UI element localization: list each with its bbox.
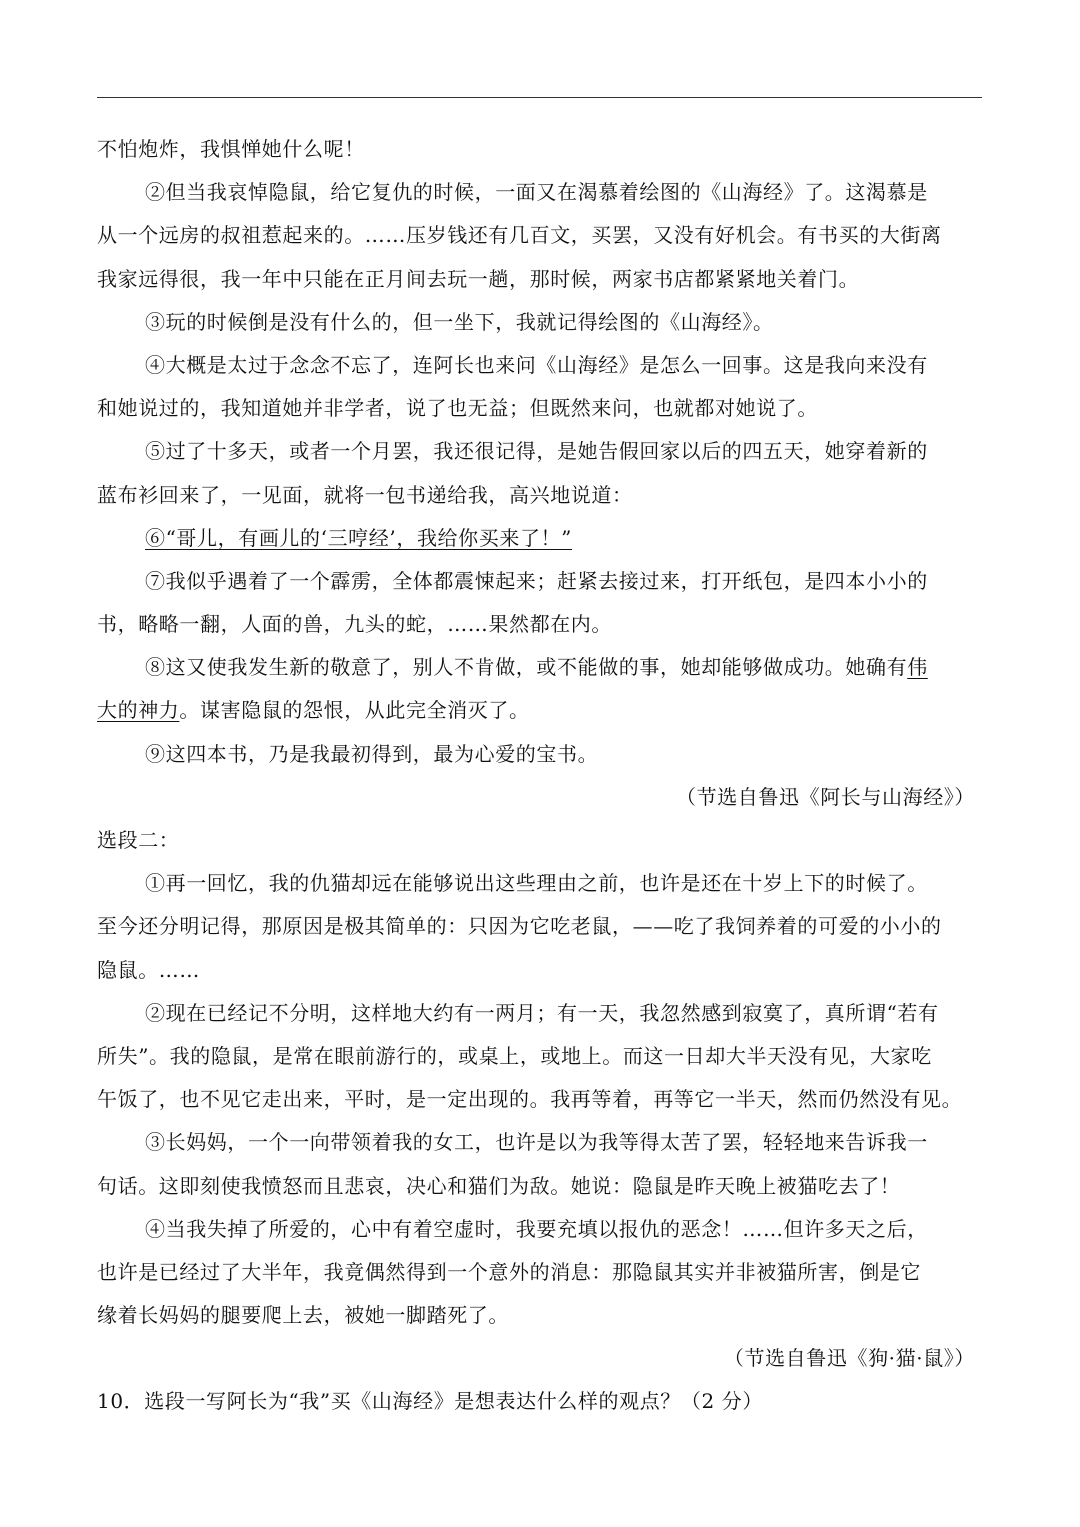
underlined-phrase: 大的神力 xyxy=(97,698,180,723)
paragraph-1-line-1: ①再一回忆，我的仇猫却远在能够说出这些理由之前，也许是还在十岁上下的时候了。 xyxy=(145,871,928,896)
paragraph-2-line-3: 午饭了，也不见它走出来，平时，是一定出现的。我再等着，再等它一半天，然而仍然没有见。 xyxy=(97,1087,963,1112)
paragraph-4-line-1: ④当我失掉了所爱的，心中有着空虚时，我要充填以报仇的恶念！……但许多天之后， xyxy=(145,1216,928,1241)
paragraph-8-line-1 xyxy=(97,646,979,689)
paragraph-1-line-2: 至今还分明记得，那原因是极其简单的：只因为它吃老鼠，——吃了我饲养着的可爱的小小的 xyxy=(97,914,942,939)
paragraph-7-line-2: 书，略略一翻，人面的兽，九头的蛇，……果然都在内。 xyxy=(97,612,612,637)
paragraph-2-line-1: ②但当我哀悼隐鼠，给它复仇的时候，一面又在渴慕着绘图的《山海经》了。这渴慕是 xyxy=(145,180,928,205)
section-heading: 选段二： xyxy=(97,828,180,852)
paragraph-3: ③玩的时候倒是没有什么的，但一坐下，我就记得绘图的《山海经》。 xyxy=(145,309,774,334)
paragraph-2-line-2: 所失”。我的隐鼠，是常在眼前游行的，或桌上，或地上。而这一日却大半天没有见，大家吃 xyxy=(97,1043,932,1068)
source-citation-2: （节选自鲁迅《狗·猫·鼠》） xyxy=(723,1346,975,1371)
paragraph-6 xyxy=(97,517,979,560)
underlined-quote: ⑥“哥儿，有画儿的‘三哼经’，我给你买来了！” xyxy=(145,525,572,550)
question-10: 10．选段一写阿长为“我”买《山海经》是想表达什么样的观点？（2 分） xyxy=(97,1389,763,1414)
text-line: 不怕炮炸，我惧惮她什么呢！ xyxy=(97,137,365,161)
header-rule xyxy=(97,97,982,98)
paragraph-8-text: ⑧这又使我发生新的敬意了，别人不肯做，或不能做的事，她却能够做成功。她确有 xyxy=(145,655,908,680)
paragraph-1-line-3: 隐鼠。…… xyxy=(97,957,200,982)
source-citation-1: （节选自鲁迅《阿长与山海经》） xyxy=(676,784,975,809)
paragraph-2-line-3: 我家远得很，我一年中只能在正月间去玩一趟，那时候，两家书店都紧紧地关着门。 xyxy=(97,266,860,291)
paragraph-4-line-1: ④大概是太过于念念不忘了，连阿长也来问《山海经》是怎么一回事。这是我向来没有 xyxy=(145,352,928,377)
paragraph-5-line-1: ⑤过了十多天，或者一个月罢，我还很记得，是她告假回家以后的四五天，她穿着新的 xyxy=(145,439,928,464)
paragraph-4-line-3: 缘着长妈妈的腿要爬上去，被她一脚踏死了。 xyxy=(97,1303,509,1328)
paragraph-8-text: 。谋害隐鼠的怨恨，从此完全消灭了。 xyxy=(179,698,530,723)
paragraph-9: ⑨这四本书，乃是我最初得到，最为心爱的宝书。 xyxy=(145,741,599,766)
paragraph-8-line-2 xyxy=(97,689,979,732)
paragraph-5-line-2: 蓝布衫回来了，一见面，就将一包书递给我，高兴地说道： xyxy=(97,482,633,507)
paragraph-4-line-2: 也许是已经过了大半年，我竟偶然得到一个意外的消息：那隐鼠其实并非被猫所害，倒是它 xyxy=(97,1259,921,1284)
paragraph-2-line-1: ②现在已经记不分明，这样地大约有一两月；有一天，我忽然感到寂寞了，真所谓“若有 xyxy=(145,1000,939,1025)
paragraph-3-line-1: ③长妈妈，一个一向带领着我的女工，也许是以为我等得太苦了罢，轻轻地来告诉我一 xyxy=(145,1130,928,1155)
paragraph-7-line-1: ⑦我似乎遇着了一个霹雳，全体都震悚起来；赶紧去接过来，打开纸包，是四本小小的 xyxy=(145,568,928,593)
underlined-phrase: 伟 xyxy=(907,655,928,680)
paragraph-4-line-2: 和她说过的，我知道她并非学者，说了也无益；但既然来问，也就都对她说了。 xyxy=(97,396,818,421)
paragraph-2-line-2: 从一个远房的叔祖惹起来的。……压岁钱还有几百文，买罢，又没有好机会。有书买的大街离 xyxy=(97,223,942,248)
content xyxy=(97,128,979,1424)
paragraph-3-line-2: 句话。这即刻使我愤怒而且悲哀，决心和猫们为敌。她说：隐鼠是昨天晚上被猫吃去了！ xyxy=(97,1173,901,1198)
